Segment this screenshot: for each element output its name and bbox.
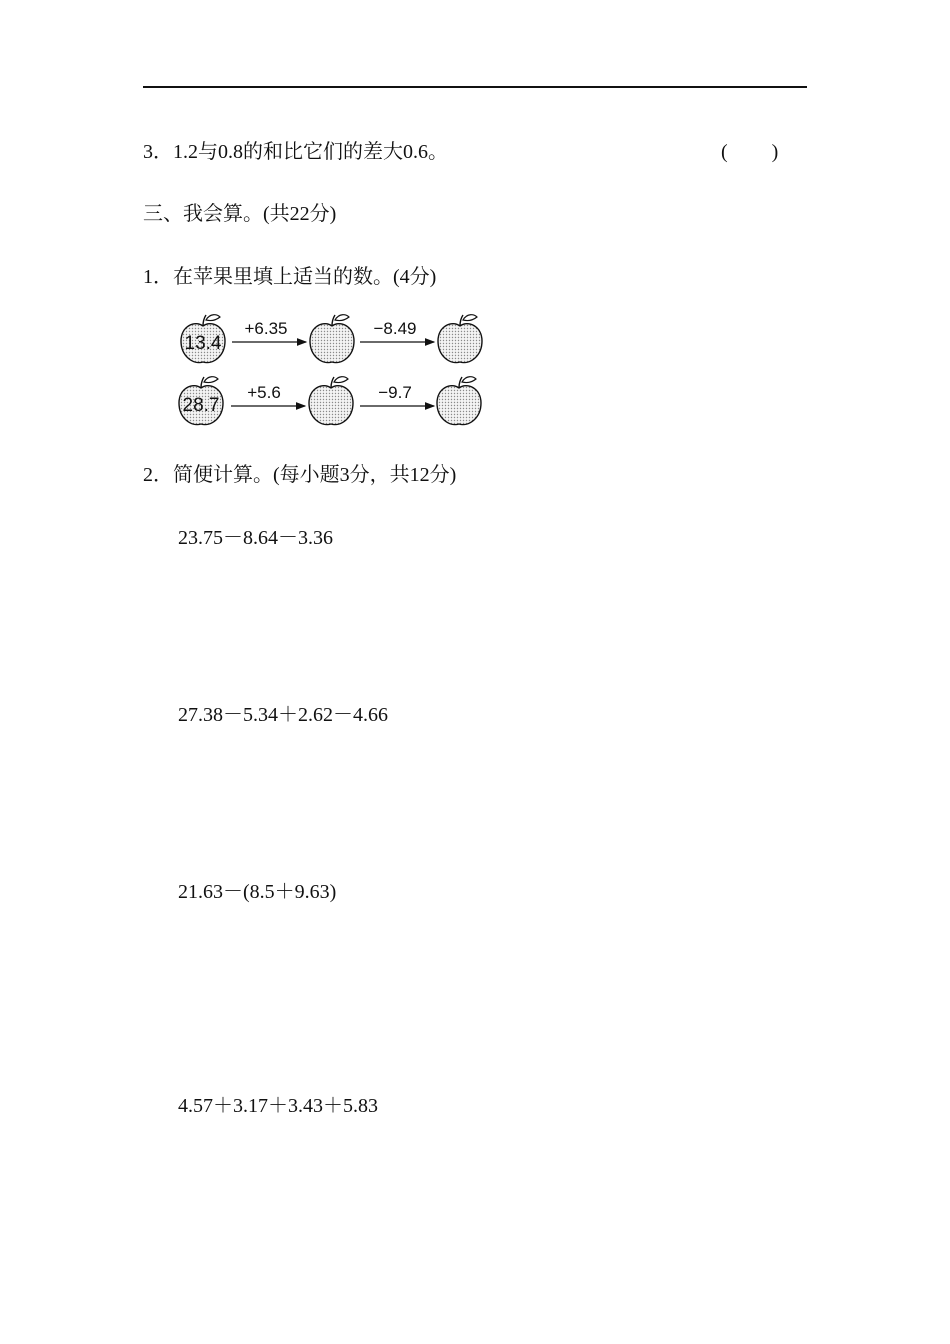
question-3	[143, 140, 448, 164]
calc-problem-1: 23.75－8.64－3.36	[178, 527, 333, 549]
part-2-number: 2．	[143, 464, 173, 486]
question-3-number: 3．	[143, 141, 173, 163]
header-rule	[143, 86, 807, 88]
apple-blank-1-icon[interactable]	[310, 315, 354, 363]
answer-bracket[interactable]	[721, 140, 778, 164]
apple-row-1	[176, 312, 496, 368]
calc-problem-2: 27.38－5.34＋2.62－4.66	[178, 704, 388, 726]
arrow-1-label: +6.35	[244, 319, 288, 338]
apple-start-value: 28.7	[182, 395, 220, 416]
apple-blank-2-icon[interactable]	[437, 377, 481, 425]
apple-blank-2-icon[interactable]	[438, 315, 482, 363]
answer-bracket-open: (	[721, 141, 728, 163]
arrow-2-label: −9.7	[378, 383, 412, 402]
question-3-text: 1.2与0.8的和比它们的差大0.6。	[173, 141, 448, 163]
answer-bracket-close: )	[771, 141, 779, 163]
calc-problem-3: 21.63－(8.5＋9.63)	[178, 881, 337, 903]
part-1-number: 1．	[143, 266, 173, 288]
apple-start-icon	[179, 377, 223, 425]
calc-problem-4: 4.57＋3.17＋3.43＋5.83	[178, 1095, 378, 1117]
part-2-title	[143, 463, 456, 487]
apple-row-2-diagram	[176, 374, 496, 430]
apple-blank-1-icon[interactable]	[309, 377, 353, 425]
arrow-2-label: −8.49	[373, 319, 417, 338]
part-1-text: 在苹果里填上适当的数。(4分)	[173, 266, 437, 288]
apple-start-icon	[181, 315, 225, 363]
apple-row-1-diagram	[176, 312, 496, 368]
apple-row-2	[176, 374, 496, 430]
part-1-title	[143, 265, 436, 289]
arrow-1-label: +5.6	[247, 383, 281, 402]
apple-start-value: 13.4	[184, 333, 222, 354]
section-3-heading: 三、我会算。(共22分)	[143, 203, 337, 225]
part-2-text: 简便计算。(每小题3分，共12分)	[173, 464, 457, 486]
